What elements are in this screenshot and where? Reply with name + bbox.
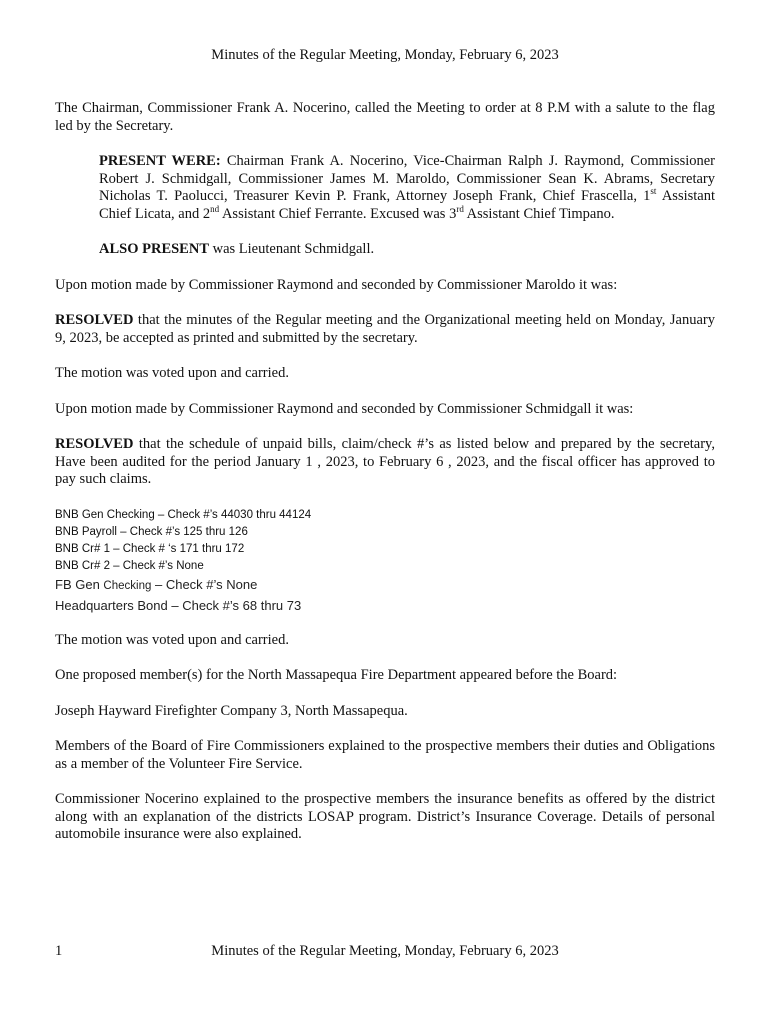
motion-1-paragraph: Upon motion made by Commissioner Raymond and seconded by Commissioner Maroldo it was:: [55, 276, 618, 293]
page-header: Minutes of the Regular Meeting, Monday, February 6, 2023: [211, 47, 559, 63]
bill-bnb-cr2: BNB Cr# 2 – Check #’s None: [55, 559, 204, 572]
resolved-2-text: that the schedule of unpaid bills, claim/check #’s as listed below and prepared by the secretary, Have been audited for the period January 1 , 2023, to February 6 , 2023, and the fiscal officer has approved to pay such claims.: [55, 436, 715, 487]
carried-2-paragraph: The motion was voted upon and carried.: [55, 631, 289, 648]
bill-fb-gen-a: FB Gen: [55, 576, 104, 592]
present-were-paragraph: [99, 153, 715, 223]
proposed-members-paragraph: One proposed member(s) for the North Massapequa Fire Department appeared before the Board:: [55, 667, 618, 683]
resolved-1-label: RESOLVED: [55, 312, 134, 328]
resolved-2-paragraph: [55, 436, 715, 489]
carried-1-paragraph: The motion was voted upon and carried.: [55, 365, 289, 381]
bill-fb-gen-b: Checking: [103, 579, 152, 592]
motion-2-paragraph: Upon motion made by Commissioner Raymond and seconded by Commissioner Schmidgall it was:: [55, 400, 634, 417]
resolved-1-text: that the minutes of the Regular meeting and the Organizational meeting held on Monday, January 9, 2023, be accepted as printed and submitted by the secretary.: [55, 312, 715, 346]
also-present-paragraph: [99, 241, 715, 259]
member-paragraph: Joseph Hayward Firefighter Company 3, North Massapequa.: [55, 702, 408, 719]
insurance-paragraph: Commissioner Nocerino explained to the prospective members the insurance benefits as offered by the district along with an explanation of the districts LOSAP program. District’s Insurance Coverage. Details of personal automobile insurance were also explained.: [55, 791, 715, 842]
footer-title: Minutes of the Regular Meeting, Monday, February 6, 2023: [211, 943, 559, 959]
document-body: [55, 100, 715, 862]
duties-paragraph: Members of the Board of Fire Commissioners explained to the prospective members their duties and Obligations as a member of the Volunteer Fire Service.: [55, 738, 715, 772]
bill-hq-bond: Headquarters Bond – Check #’s 68 thru 73: [55, 597, 302, 613]
resolved-2-label: RESOLVED: [55, 436, 134, 452]
also-present-label: ALSO PRESENT: [99, 241, 209, 257]
present-text-1: Chairman Frank A. Nocerino, Vice-Chairman Ralph J. Raymond, Commissioner Robert J. Schmidgall, Commissioner James M. Maroldo, Commissioner Sean K. Abrams, Secretary Nicholas T. Paolucci, Treasurer Kevin P. Frank, Attorney Joseph Frank, Chief Frascella, 1: [99, 153, 715, 204]
also-present-text: was Lieutenant Schmidgall.: [209, 241, 375, 257]
present-sup-1: st: [650, 186, 657, 196]
bill-fb-gen: [55, 575, 715, 596]
bill-bnb-gen: BNB Gen Checking – Check #’s 44030 thru 44124: [55, 508, 312, 521]
bill-bnb-cr1: BNB Cr# 1 – Check # ‘s 171 thru 172: [55, 542, 245, 555]
bills-list: [55, 507, 715, 615]
opening-paragraph: The Chairman, Commissioner Frank A. Nocerino, called the Meeting to order at 8 P.M with a salute to the flag led by the Secretary.: [55, 100, 715, 134]
bill-bnb-payroll: BNB Payroll – Check #’s 125 thru 126: [55, 525, 248, 538]
present-label: PRESENT WERE:: [99, 153, 221, 169]
resolved-1-paragraph: [55, 312, 715, 347]
present-text-2: Assistant Chief Licata, and 2: [99, 188, 716, 222]
page-number: 1: [55, 943, 63, 959]
present-sup-2: nd: [210, 203, 220, 214]
present-text-4: Assistant Chief Timpano.: [463, 205, 615, 222]
present-sup-3: rd: [456, 203, 464, 214]
present-text-3: Assistant Chief Ferrante. Excused was 3: [219, 205, 457, 222]
bill-fb-gen-c: – Check #’s None: [151, 576, 258, 592]
